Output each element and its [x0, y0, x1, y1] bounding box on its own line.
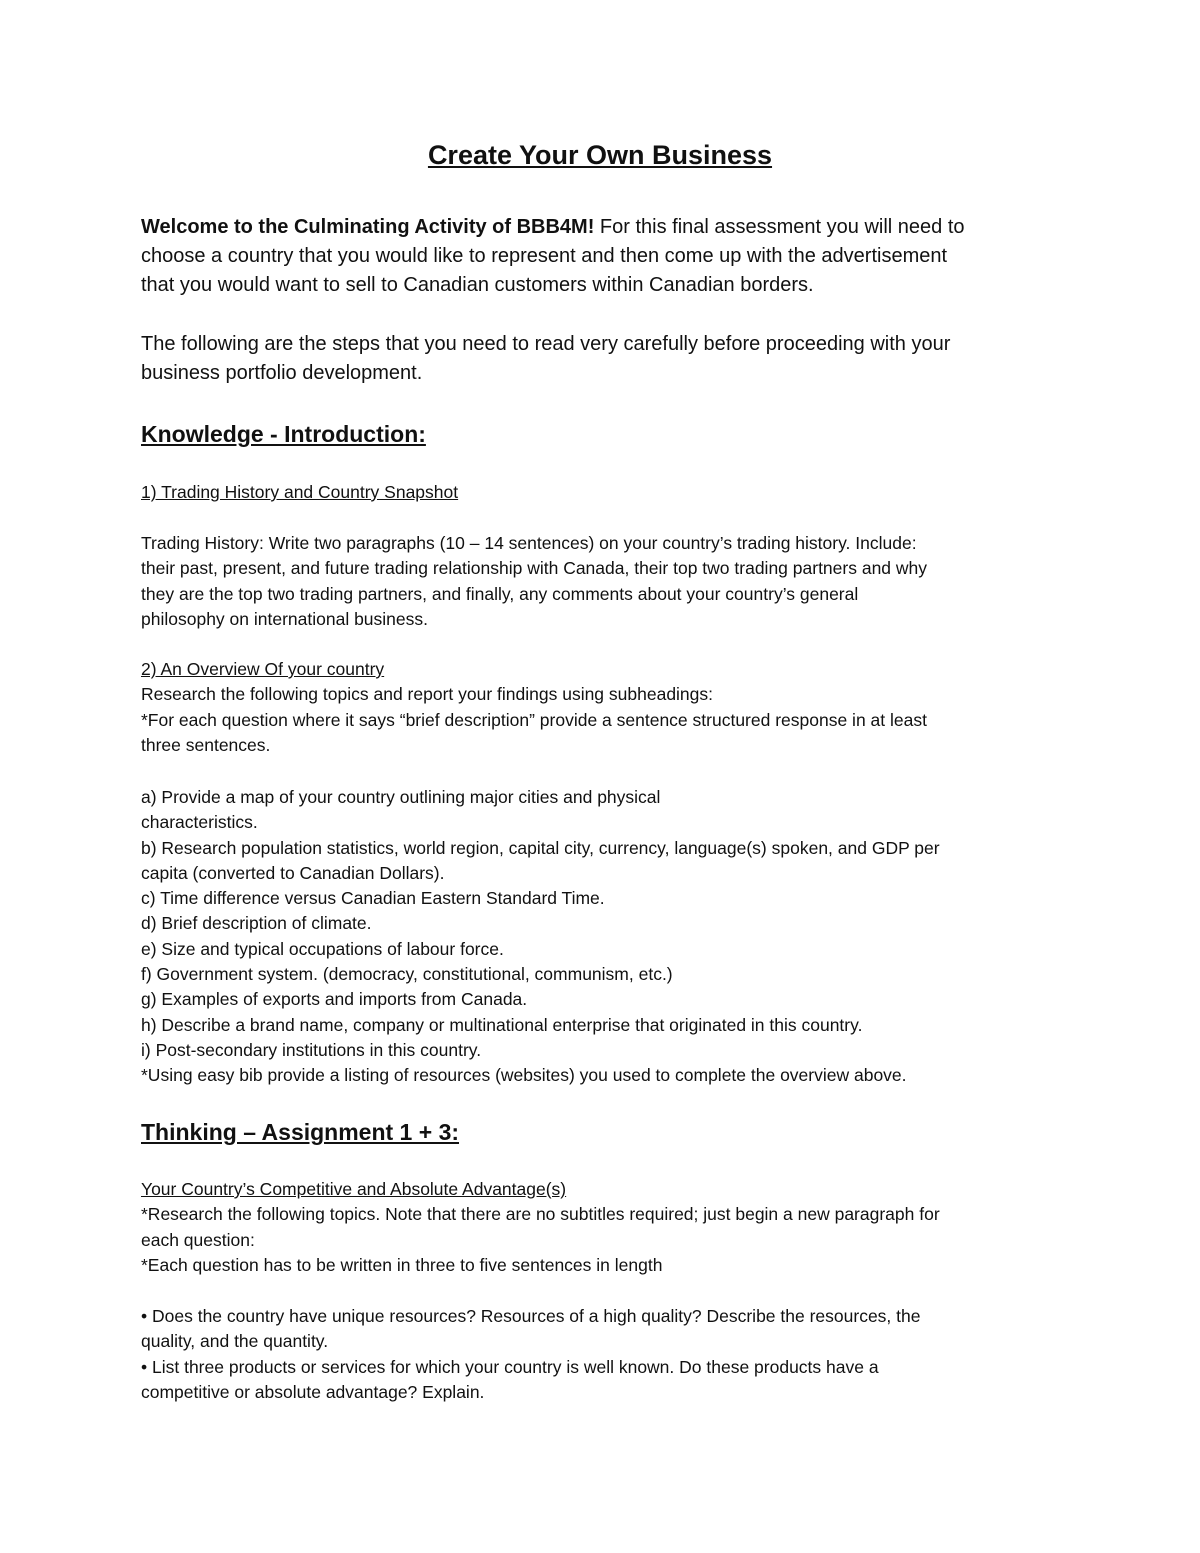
list-item: b) Research population statistics, world region, capital city, currency, language(s) spoken, and GDP per [141, 837, 940, 858]
trading-history-line: philosophy on international business. [141, 608, 428, 629]
intro-line-3: that you would want to sell to Canadian customers within Canadian borders. [141, 274, 814, 296]
steps-line-2: business portfolio development. [141, 362, 423, 384]
overview-section [141, 657, 927, 758]
bullet-item: • Does the country have unique resources? Resources of a high quality? Describe the resources, the [141, 1306, 921, 1326]
overview-line: three sentences. [141, 734, 271, 755]
bullet-item: • List three products or services for which your country is well known. Do these products have a [141, 1356, 879, 1377]
steps-paragraph [141, 330, 950, 388]
bullet-item: quality, and the quantity. [141, 1331, 329, 1352]
list-item: *Using easy bib provide a listing of resources (websites) you used to complete the overview above. [141, 1065, 907, 1086]
list-item: d) Brief description of climate. [141, 913, 372, 934]
advantage-line: each question: [141, 1229, 255, 1250]
intro-line-1-rest: For this final assessment you will need to [594, 216, 965, 238]
advantage-section [141, 1177, 940, 1278]
intro-line-1 [141, 213, 965, 242]
list-item: a) Provide a map of your country outlining major cities and physical [141, 787, 661, 807]
list-item: f) Government system. (democracy, constitutional, communism, etc.) [141, 964, 673, 985]
advantage-heading: Your Country’s Competitive and Absolute Advantage(s) [141, 1179, 567, 1199]
advantage-line: *Each question has to be written in three to five sentences in length [141, 1254, 663, 1275]
overview-line: Research the following topics and report your findings using subheadings: [141, 684, 714, 705]
section1-heading: 1) Trading History and Country Snapshot [141, 482, 459, 502]
overview-items-list [141, 785, 940, 1089]
list-item: i) Post-secondary institutions in this country. [141, 1039, 482, 1060]
trading-history-line: Trading History: Write two paragraphs (10 – 14 sentences) on your country’s trading history. Include: [141, 533, 917, 553]
advantage-line: *Research the following topics. Note that there are no subtitles required; just begin a new paragraph for [141, 1204, 940, 1225]
intro-paragraph [141, 213, 965, 300]
overview-line: *For each question where it says “brief description” provide a sentence structured response in at least [141, 709, 927, 730]
list-item: characteristics. [141, 812, 258, 833]
page-title: Create Your Own Business [427, 140, 773, 170]
list-item: capita (converted to Canadian Dollars). [141, 862, 445, 883]
list-item: h) Describe a brand name, company or multinational enterprise that originated in this country. [141, 1014, 863, 1035]
trading-history-line: their past, present, and future trading relationship with Canada, their top two trading partners and why [141, 558, 928, 579]
trading-history-paragraph [141, 531, 927, 632]
list-item: c) Time difference versus Canadian Eastern Standard Time. [141, 888, 605, 909]
steps-line-1: The following are the steps that you need to read very carefully before proceeding with your [141, 333, 951, 355]
bullet-item: competitive or absolute advantage? Explain. [141, 1381, 485, 1402]
trading-history-line: they are the top two trading partners, and finally, any comments about your country’s general [141, 583, 859, 604]
intro-bold-lead: Welcome to the Culminating Activity of BBB4M! [141, 216, 595, 238]
advantage-bullets [141, 1304, 920, 1405]
list-item: e) Size and typical occupations of labour force. [141, 938, 504, 959]
knowledge-heading: Knowledge - Introduction: [141, 421, 426, 447]
thinking-heading: Thinking – Assignment 1 + 3: [141, 1119, 460, 1145]
intro-line-2: choose a country that you would like to represent and then come up with the advertisement [141, 245, 948, 267]
list-item: g) Examples of exports and imports from Canada. [141, 989, 528, 1010]
section2-heading: 2) An Overview Of your country [141, 659, 385, 679]
